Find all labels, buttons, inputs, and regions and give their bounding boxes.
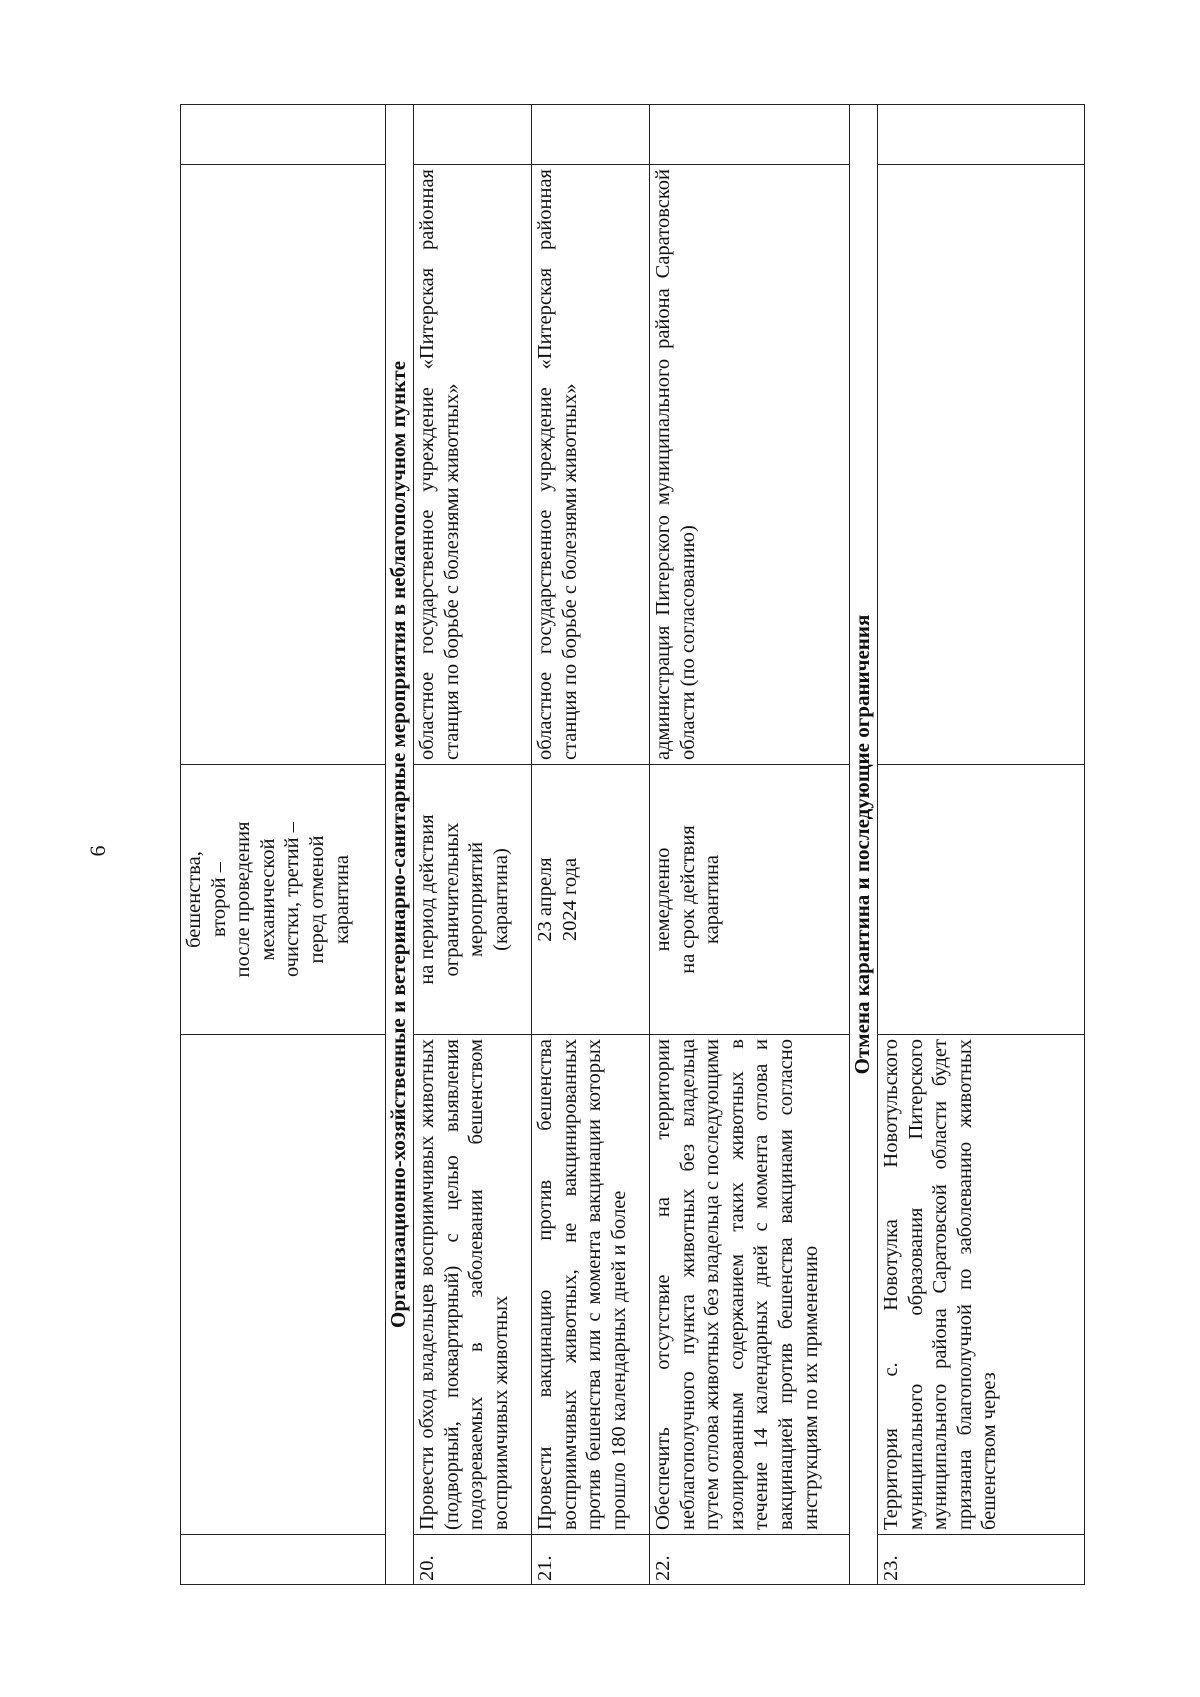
cell-note [414, 105, 532, 165]
table-row-20 [414, 105, 532, 1585]
deadline-text: на период действия ограничительных мероприятий (карантина) [414, 765, 532, 1035]
measures-table [180, 104, 1085, 1585]
page-number: 6 [85, 845, 110, 857]
row-number: 21. [532, 1535, 650, 1585]
section-header-row [850, 105, 878, 1585]
deadline-text: 23 апреля 2024 года [532, 765, 650, 1035]
responsible-text: областное государственное учреждение «Питерская районная станция по борьбе с болезнями животных» [532, 165, 650, 765]
cell-responsible [181, 165, 386, 765]
cell-note [878, 105, 1085, 165]
measure-text: Территория с. Новотулка Новотульского муниципального образования Питерского муниципального района Саратовской области будет признана благополучной по заболеванию животных бешенством через [878, 1035, 1085, 1535]
table-row-21 [532, 105, 650, 1585]
section-header-row [386, 105, 414, 1585]
cell-deadline: бешенства, второй – после проведения механической очистки, третий – перед отменой карантина [181, 765, 386, 1035]
rotated-table-wrapper [180, 105, 1085, 1585]
row-number: 20. [414, 1535, 532, 1585]
cell-responsible [878, 165, 1085, 765]
cell-note [181, 105, 386, 165]
deadline-text: немедленно на срок действия карантина [650, 765, 850, 1035]
responsible-text: областное государственное учреждение «Питерская районная станция по борьбе с болезнями животных» [414, 165, 532, 765]
responsible-text: администрация Питерского муниципального района Саратовской области (по согласованию) [650, 165, 850, 765]
cell-measure [181, 1035, 386, 1535]
section-title-quarantine: Отмена карантина и последующие ограничения [850, 105, 878, 1585]
cell-deadline [878, 765, 1085, 1035]
table-row-22 [650, 105, 850, 1585]
cell-num [181, 1535, 386, 1585]
measure-text: Обеспечить отсутствие на территории неблагополучного пункта животных без владельца путем отлова животных без владельца с последующими изолированным содержанием таких животных в течение 14 календарных дней с момента отлова и вакцинацией против бешенства вакцинами согласно инструкциям по их применению [650, 1035, 850, 1535]
measure-text: Провести вакцинацию против бешенства восприимчивых животных, не вакцинированных против бешенства или с момента вакцинации которых прошло 180 календарных дней и более [532, 1035, 650, 1535]
row-number: 23. [878, 1535, 1085, 1585]
table-row-23 [878, 105, 1085, 1585]
table-row-continuation [181, 105, 386, 1585]
cell-note [650, 105, 850, 165]
row-number: 22. [650, 1535, 850, 1585]
section-title-measures: Организационно-хозяйственные и ветеринарно-санитарные мероприятия в неблагополучном пункте [386, 105, 414, 1585]
cell-note [532, 105, 650, 165]
measure-text: Провести обход владельцев восприимчивых животных (подворный, поквартирный) с целью выявления подозреваемых в заболевании бешенством восприимчивых животных [414, 1035, 532, 1535]
